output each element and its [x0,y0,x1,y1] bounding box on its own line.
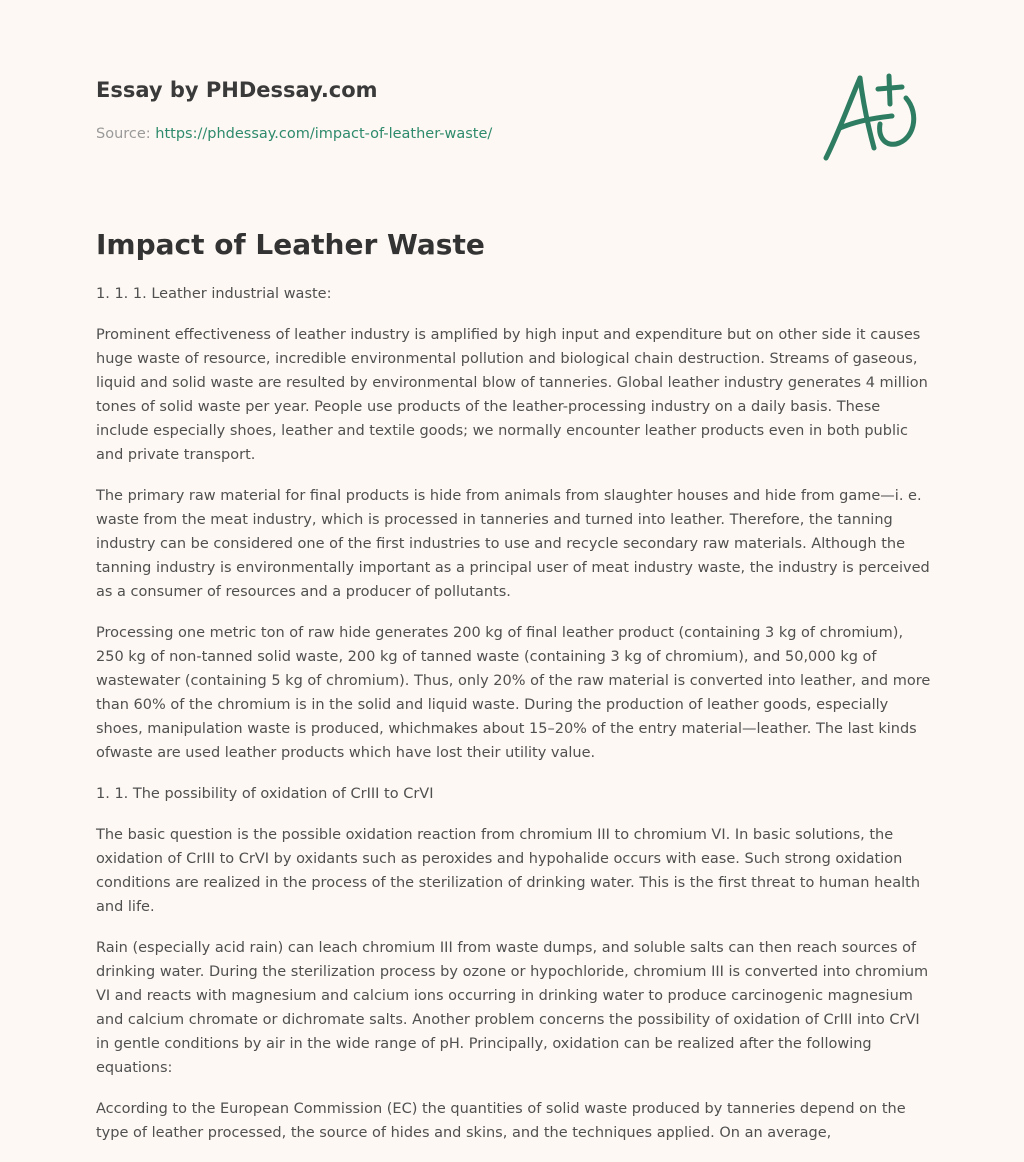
a-plus-logo-icon [822,68,928,164]
essay-paragraph: According to the European Commission (EC) the quantities of solid waste produced by tanneries depend on the type of leather processed, the source of hides and skins, and the techniques applied. On an average, [96,1101,906,1141]
essay-paragraph: Rain (especially acid rain) can leach chromium III from waste dumps, and soluble salts can then reach sources of drinking water. During the sterilization process by ozone or hypochloride, chromium III is converted into chromium VI and reacts with magnesium and calcium ions occurring in drinking water to produce carcinogenic magnesium and calcium chromate or dichromate salts. Another problem concerns the possibility of oxidation of CrIII into CrVI in gentle conditions by air in the wide range of pH. Principally, oxidation can be realized after the following equations: [96,940,929,1076]
essay-subheading: 1. 1. 1. Leather industrial waste: [96,286,332,302]
site-brand: Essay by PHDessay.com [96,78,378,102]
source-link[interactable]: https://phdessay.com/impact-of-leather-waste/ [155,126,493,142]
essay-paragraph: Processing one metric ton of raw hide generates 200 kg of final leather product (containing 3 kg of chromium), 250 kg of non-tanned solid waste, 200 kg of tanned waste (containing 3 kg of chromium), and 50,000 kg of wastewater (containing 5 kg of chromium). Thus, only 20% of the raw material is converted into leather, and more than 60% of the chromium is in the solid and liquid waste. During the production of leather goods, especially shoes, manipulation waste is produced, whichmakes about 15–20% of the entry material—leather. The last kinds ofwaste are used leather products which have lost their utility value. [96,625,931,761]
essay-body [96,226,932,1162]
essay-paragraph: The primary raw material for final products is hide from animals from slaughter houses and hide from game—i. e. waste from the meat industry, which is processed in tanneries and turned into leather. Therefore, the tanning industry can be considered one of the first industries to use and recycle secondary raw materials. Although the tanning industry is environmentally important as a principal user of meat industry waste, the industry is perceived as a consumer of resources and a producer of pollutants. [96,488,930,600]
source-line [96,124,492,144]
essay-title: Impact of Leather Waste [96,228,485,261]
essay-header [96,76,928,186]
source-label: Source: [96,126,156,142]
essay-paragraph: The basic question is the possible oxidation reaction from chromium III to chromium VI. In basic solutions, the oxidation of CrIII to CrVI by oxidants such as peroxides and hypohalide occurs with ease. Such strong oxidation conditions are realized in the process of the sterilization of drinking water. This is the first threat to human health and life. [96,827,921,915]
essay-subheading: 1. 1. The possibility of oxidation of CrIII to CrVI [96,786,434,802]
essay-paragraph: Prominent effectiveness of leather industry is amplified by high input and expenditure but on other side it causes huge waste of resource, incredible environmental pollution and biological chain destruction. Streams of gaseous, liquid and solid waste are resulted by environmental blow of tanneries. Global leather industry generates 4 million tones of solid waste per year. People use products of the leather-processing industry on a daily basis. These include especially shoes, leather and textile goods; we normally encounter leather products even in both public and private transport. [96,327,928,463]
